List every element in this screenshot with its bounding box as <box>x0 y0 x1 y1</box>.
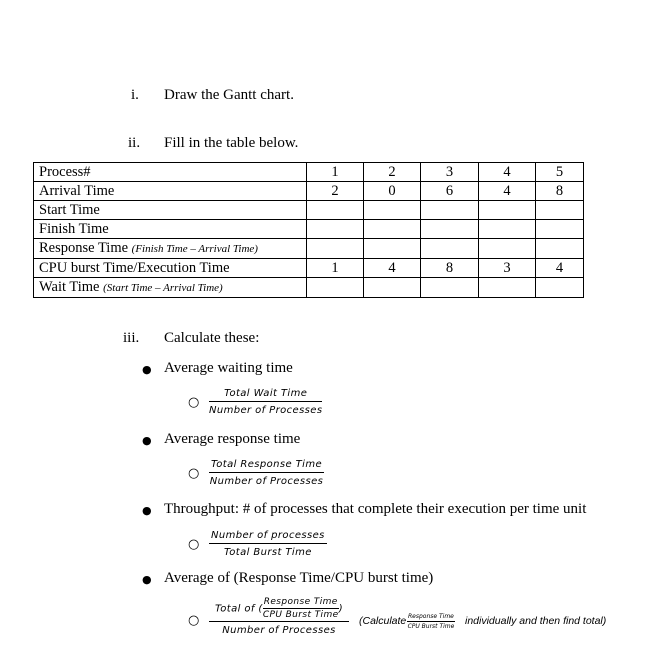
note-fraction-numerator: Response Time <box>408 613 454 620</box>
table-cell: 2 <box>307 182 364 201</box>
fraction <box>209 530 327 558</box>
table-cell: 4 <box>479 163 536 182</box>
row-label <box>34 182 307 201</box>
table-row <box>34 220 584 239</box>
table-row <box>34 201 584 220</box>
row-label <box>34 259 307 278</box>
table-cell <box>421 220 479 239</box>
item-number: iii. <box>123 330 140 346</box>
row-label-text: Finish Time <box>39 221 109 237</box>
row-label-text: Arrival Time <box>39 183 115 199</box>
table-cell <box>364 201 421 220</box>
fraction-numerator: Number of processes <box>209 530 327 544</box>
table-cell: 8 <box>536 182 584 201</box>
sub-bullet-circle: ○ <box>188 395 200 410</box>
bullet-dot: ● <box>142 434 152 447</box>
sub-bullet-circle: ○ <box>188 466 200 481</box>
table-cell <box>536 201 584 220</box>
fraction-denominator: Total Burst Time <box>223 547 312 558</box>
row-label-text: Process# <box>39 164 91 180</box>
table-cell <box>364 220 421 239</box>
table-cell: 0 <box>364 182 421 201</box>
row-label <box>34 220 307 239</box>
row-label-text: Wait Time <box>39 279 100 295</box>
item-text: Draw the Gantt chart. <box>164 87 294 103</box>
table-cell <box>307 201 364 220</box>
table-cell: 1 <box>307 259 364 278</box>
table-cell: 5 <box>536 163 584 182</box>
fraction-denominator: Number of Processes <box>209 476 324 487</box>
table-cell <box>536 278 584 298</box>
bullet-text: Average of (Response Time/CPU burst time) <box>164 570 434 586</box>
fraction-numerator <box>209 597 349 622</box>
table-cell: 3 <box>479 259 536 278</box>
table-cell <box>536 220 584 239</box>
table-cell <box>421 278 479 298</box>
table-row <box>34 278 584 298</box>
row-label-note: (Finish Time – Arrival Time) <box>131 243 258 255</box>
table-row <box>34 259 584 278</box>
process-table <box>33 162 584 298</box>
fraction-suffix: ) <box>338 603 344 615</box>
table-cell <box>364 278 421 298</box>
item-text: Calculate these: <box>164 330 260 346</box>
row-label <box>34 278 307 298</box>
table-row <box>34 163 584 182</box>
fraction-numerator: Total Response Time <box>209 459 324 473</box>
table-cell: 2 <box>364 163 421 182</box>
bullet-dot: ● <box>142 504 152 517</box>
note-prefix: (Calculate <box>359 615 407 627</box>
item-text: Fill in the table below. <box>164 135 299 151</box>
table-cell <box>421 239 479 259</box>
fraction-prefix: Total of ( <box>214 603 263 615</box>
sub-bullet-circle: ○ <box>188 537 200 552</box>
row-label-note: (Start Time – Arrival Time) <box>103 282 223 294</box>
table-cell <box>364 239 421 259</box>
table-cell <box>479 278 536 298</box>
note-suffix: individually and then find total) <box>465 615 607 627</box>
table-cell <box>479 201 536 220</box>
note-fraction <box>407 613 455 630</box>
table-cell: 4 <box>536 259 584 278</box>
table-cell <box>479 220 536 239</box>
fraction <box>209 459 324 487</box>
bullet-text: Average response time <box>164 431 301 447</box>
row-label-text: CPU burst Time/Execution Time <box>39 260 230 276</box>
fraction <box>209 388 322 416</box>
bullet-text: Throughput: # of processes that complete their execution per time unit <box>164 501 587 517</box>
table-cell <box>307 278 364 298</box>
table-cell <box>307 220 364 239</box>
table-cell: 6 <box>421 182 479 201</box>
fraction-denominator: Number of Processes <box>209 405 323 416</box>
inner-fraction <box>263 597 339 620</box>
table-cell <box>307 239 364 259</box>
table-cell: 4 <box>479 182 536 201</box>
table-cell: 3 <box>421 163 479 182</box>
bullet-dot: ● <box>142 363 152 376</box>
fraction-numerator: Total Wait Time <box>209 388 322 402</box>
inner-fraction-numerator: Response Time <box>263 597 338 607</box>
table-row <box>34 182 584 201</box>
row-label-text: Start Time <box>39 202 100 218</box>
table-cell <box>536 239 584 259</box>
table-cell: 4 <box>364 259 421 278</box>
table-cell <box>479 239 536 259</box>
table-cell: 8 <box>421 259 479 278</box>
row-label <box>34 163 307 182</box>
bullet-dot: ● <box>142 573 152 586</box>
fraction-denominator: Number of Processes <box>222 625 336 636</box>
bullet-text: Average waiting time <box>164 360 293 376</box>
row-label <box>34 201 307 220</box>
item-number: ii. <box>128 135 141 151</box>
sub-bullet-circle: ○ <box>188 613 200 628</box>
note-fraction-denominator: CPU Burst Time <box>407 623 455 630</box>
inner-fraction-denominator: CPU Burst Time <box>262 610 339 620</box>
item-number: i. <box>131 87 139 103</box>
table-row <box>34 239 584 259</box>
fraction <box>209 597 349 636</box>
row-label-text: Response Time <box>39 240 129 256</box>
table-cell: 1 <box>307 163 364 182</box>
row-label <box>34 239 307 259</box>
table-cell <box>421 201 479 220</box>
